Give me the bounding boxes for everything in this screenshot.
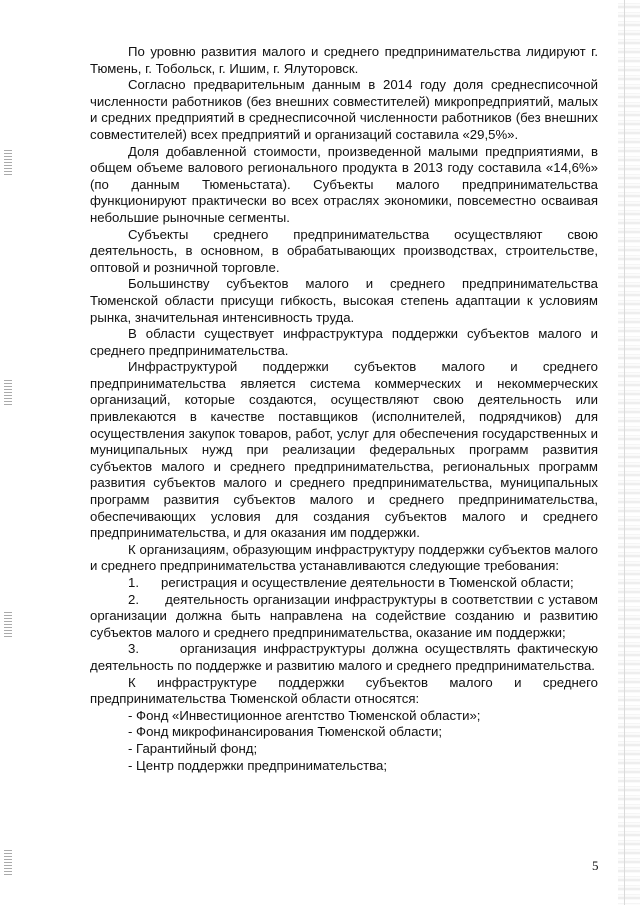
page-number: 5 bbox=[592, 858, 599, 873]
scan-edge-artifact bbox=[618, 0, 640, 905]
infrastructure-item: - Фонд микрофинансирования Тюменской области; bbox=[128, 724, 443, 740]
paragraph: Доля добавленной стоимости, произведенной малыми предприятиями, в общем объеме валового регионального продукта в 2013 году составила «14,6%» (по данным Тюменьстата). Субъекты малого предпринимательства функционируют практически во всех отраслях экономики, повсеместно осваивая небольшие рыночные сегменты. bbox=[90, 143, 598, 225]
scan-mark bbox=[4, 380, 12, 406]
paragraph: В области существует инфраструктура поддержки субъектов малого и среднего предпринимательства. bbox=[90, 326, 598, 358]
requirement-item: 3. организация инфраструктуры должна осуществлять фактическую деятельность по поддержке и развитию малого и среднего предпринимательства. bbox=[90, 641, 602, 673]
scan-mark bbox=[4, 612, 12, 638]
requirement-item: 2. деятельность организации инфраструктуры в соответствии с уставом организации должна быть направлена на содействие созданию и развитию субъектов малого и среднего предпринимательства, оказание им поддержки; bbox=[90, 591, 602, 640]
paragraph: К организациям, образующим инфраструктуру поддержки субъектов малого и среднего предпринимательства устанавливаются следующие требования: bbox=[90, 541, 598, 574]
infrastructure-item: - Центр поддержки предпринимательства; bbox=[128, 757, 387, 773]
document-body bbox=[90, 44, 602, 774]
infrastructure-intro: К инфраструктуре поддержки субъектов малого и среднего предпринимательства Тюменской области относятся: bbox=[90, 674, 598, 707]
paragraph: Субъекты среднего предпринимательства осуществляют свою деятельность, в основном, в обрабатывающих производствах, строительстве, оптовой и розничной торговле. bbox=[90, 226, 598, 275]
paragraph: Большинству субъектов малого и среднего предпринимательства Тюменской области присущи гибкость, высокая степень адаптации к условиям рынка, значительная интенсивность труда. bbox=[90, 276, 598, 325]
requirement-item: 1. регистрация и осуществление деятельности в Тюменской области; bbox=[128, 575, 574, 590]
infrastructure-item: - Фонд «Инвестиционное агентство Тюменской области»; bbox=[128, 707, 481, 723]
paragraph: Инфраструктурой поддержки субъектов малого и среднего предпринимательства является система коммерческих и некоммерческих организаций, которые создаются, осуществляют свою деятельность или привлекаются в качестве поставщиков (исполнителей, подрядчиков) для осуществления закупок товаров, работ, услуг для обеспечения государственных и муниципальных нужд при реализации федеральных программ развития субъектов малого и среднего предпринимательства, региональных программ развития субъектов малого и среднего предпринимательства, муниципальных программ развития субъектов малого и среднего предпринимательства, обеспечивающих условия для создания субъектов малого и среднего предпринимательства, и для оказания им поддержки. bbox=[90, 359, 598, 541]
paragraph: По уровню развития малого и среднего предпринимательства лидируют г. Тюмень, г. Тобольск, г. Ишим, г. Ялуторовск. bbox=[90, 44, 598, 76]
infrastructure-item: - Гарантийный фонд; bbox=[128, 740, 258, 756]
scan-mark bbox=[4, 150, 12, 176]
scan-mark bbox=[4, 850, 12, 876]
paragraph: Согласно предварительным данным в 2014 году доля среднесписочной численности работников (без внешних совместителей) микропредприятий, малых и средних предприятий в среднесписочной численности работников (без внешних совместителей) всех предприятий и организаций составила «29,5%». bbox=[90, 77, 598, 142]
